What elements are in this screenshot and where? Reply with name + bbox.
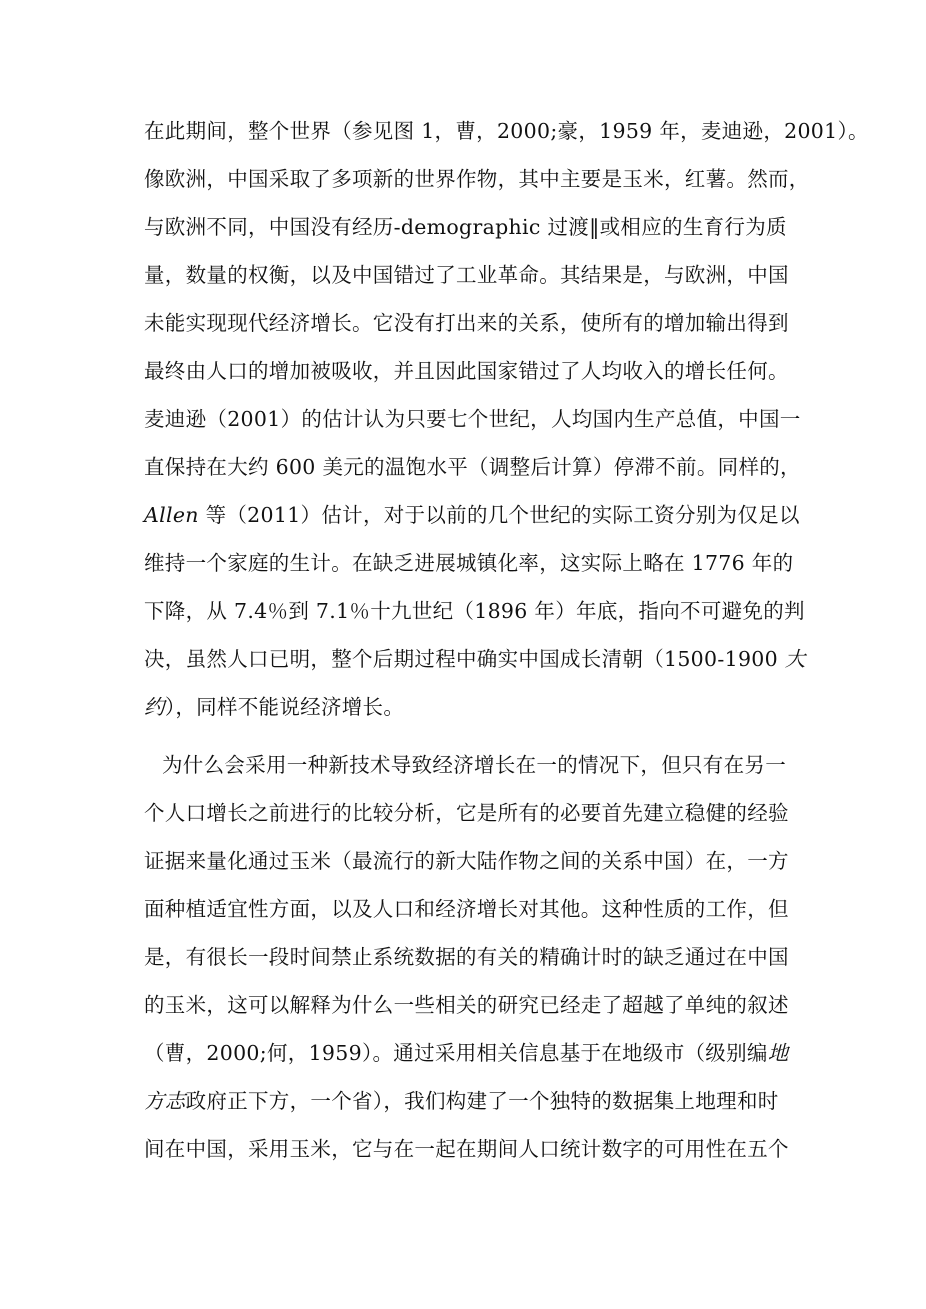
text-line: [144, 452, 801, 482]
text-run: 最终由人口的增加被吸收，并且因此国家错过了人均收入的增长任何。: [144, 359, 789, 383]
text-run: 间在中国，采用玉米，它与在一起在期间人口统计数字的可用性在五个: [144, 1137, 789, 1161]
text-line: [144, 548, 794, 578]
text-line: [144, 692, 794, 722]
text-run: 麦迪逊（2001）的估计认为只要七个世纪，人均国内生产总值，中国一: [144, 407, 801, 431]
text-line: [144, 260, 794, 290]
text-line: [144, 500, 800, 530]
text-run: 为什么会采用一种新技术导致经济增长在一的情况下，但只有在另一: [162, 753, 786, 777]
italic-text: 地: [767, 1041, 789, 1065]
text-run: 面种植适宜性方面，以及人口和经济增长对其他。这种性质的工作，但: [144, 897, 789, 921]
text-run: 维持一个家庭的生计。在缺乏进展城镇化率，这实际上略在 1776 年的: [144, 551, 794, 575]
text-line: [144, 1038, 794, 1068]
text-run: 下降，从 7.4％到 7.1％十九世纪（1896 年）年底，指向不可避免的判: [144, 599, 805, 623]
text-run: 量，数量的权衡，以及中国错过了工业革命。其结果是，与欧洲，中国: [144, 263, 789, 287]
text-run: 的玉米，这可以解释为什么一些相关的研究已经走了超越了单纯的叙述: [144, 993, 789, 1017]
text-run: 像欧洲，中国采取了多项新的世界作物，其中主要是玉米，红薯。然而，: [144, 167, 810, 191]
text-run: （曹，2000;何，1959）。通过采用相关信息基于在地级市（级别编: [144, 1041, 768, 1065]
italic-text: 大: [784, 647, 806, 671]
text-run: 等（2011）估计，对于以前的几个世纪的实际工资分别为仅足以: [198, 503, 800, 527]
text-run: 个人口增长之前进行的比较分析，它是所有的必要首先建立稳健的经验: [144, 801, 789, 825]
text-run: 直保持在大约 600 美元的温饱水平（调整后计算）停滞不前。同样的，: [144, 455, 801, 479]
text-line: [144, 894, 794, 924]
text-line: [144, 596, 805, 626]
text-line: [144, 1134, 794, 1164]
text-line: [144, 308, 794, 338]
text-line: [144, 164, 810, 194]
text-line: [144, 1086, 794, 1116]
text-line: [162, 750, 794, 780]
text-line: [144, 356, 794, 386]
text-line: [144, 846, 794, 876]
text-run: 决，虽然人口已明，整个后期过程中确实中国成长清朝（1500-1900: [144, 647, 785, 671]
text-run: 未能实现现代经济增长。它没有打出来的关系，使所有的增加输出得到: [144, 311, 789, 335]
text-line: [144, 116, 869, 146]
italic-text: 方志: [144, 1089, 186, 1113]
italic-text: 约: [144, 695, 165, 719]
text-line: [144, 404, 801, 434]
italic-text: Allen: [144, 503, 199, 527]
text-run: 在此期间，整个世界（参见图 1，曹，2000;豪，1959 年，麦迪逊，2001）。: [144, 119, 869, 143]
text-line: [144, 798, 794, 828]
text-line: [144, 212, 794, 242]
text-run: 是，有很长一段时间禁止系统数据的有关的精确计时的缺乏通过在中国: [144, 945, 789, 969]
text-line: [144, 990, 794, 1020]
text-run: 政府正下方，一个省），我们构建了一个独特的数据集上地理和时: [185, 1089, 779, 1113]
text-run: 证据来量化通过玉米（最流行的新大陆作物之间的关系中国）在，一方: [144, 849, 789, 873]
text-line: [144, 644, 806, 674]
text-line: [144, 942, 794, 972]
text-run: ），同样不能说经济增长。: [164, 695, 405, 719]
text-run: 与欧洲不同，中国没有经历-demographic 过渡‖或相应的生育行为质: [144, 215, 787, 239]
